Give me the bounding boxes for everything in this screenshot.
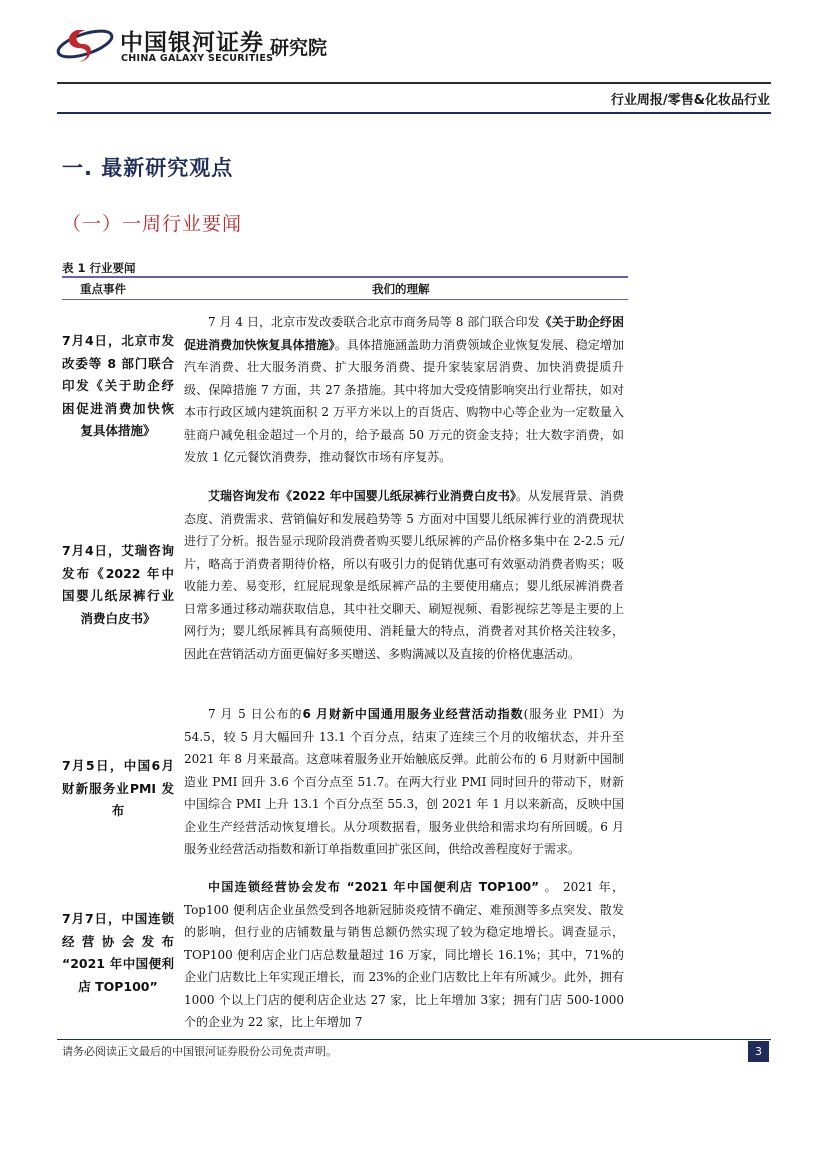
table-row-event: 7月5日，中国6月财新服务业PMI 发布 [62, 758, 174, 818]
table-row-text: 中国连锁经营协会发布 “2021 年中国便利店 TOP100” 。 2021 年，Top100 便利店企业虽然受到各地新冠肺炎疫情不确定、难预测等多点突发、散发的影响，但行业的店铺数量与销售总额仍然实现了较为稳定地增长。调查显示，TOP100 便利店企业门店总数量超过 16 万家，同比增长 16.1%；其中，71%的企业门店数比上年实现正增长，而 23%的企业门店数比上年有所减少。此外，拥有 1000 个以上门店的便利店企业达 27 家，比上年增加 3家；拥有门店 500-1000 个的企业为 22 家，比上年增加 7 [184, 880, 624, 1029]
subsection-heading: （一）一周行业要闻 [62, 213, 243, 235]
footer-disclaimer: 请务必阅读正文最后的中国银河证券股份公司免责声明。 [62, 1045, 337, 1058]
page-number: 3 [748, 1041, 769, 1062]
table-row-event: 7月4日，北京市发改委等 8 部门联合印发《关于助企纾困促进消费加快恢复具体措施》 [62, 333, 174, 438]
column-header-view: 我们的理解 [372, 282, 430, 296]
table-top-rule [62, 276, 628, 278]
header-divider [57, 82, 771, 84]
galaxy-logo-icon [55, 22, 115, 66]
header-divider-bottom [57, 112, 771, 114]
brand-name-en: CHINA GALAXY SECURITIES [121, 53, 274, 64]
section-heading: 一. 最新研究观点 [62, 156, 234, 180]
table-row-event: 7月7日，中国连锁经营协会发布 “2021 年中国便利店 TOP100” [62, 911, 174, 994]
table-row-text: 艾瑞咨询发布《2022 年中国婴儿纸尿裤行业消费白皮书》。从发展背景、消费态度、消费需求、营销偏好和发展趋势等 5 方面对中国婴儿纸尿裤行业的消费现状进行了分析。报告显示现阶段消费者购买婴儿纸尿裤的产品价格多集中在 2-2.5 元/片，略高于消费者期待价格，所以有吸引力的促销优惠可有效驱动消费者购买；吸收能力差、易变形，红屁屁现象是纸尿裤产品的主要使用痛点；婴儿纸尿裤消费者日常多通过移动端获取信息，其中社交聊天、刷短视频、看影视综艺等是主要的上网行为；婴儿纸尿裤具有高频使用、消耗量大的特点，消费者对其价格关注较多，因此在营销活动方面更偏好多买赠送、多购满减以及直接的价格优惠活动。 [184, 489, 624, 661]
table-caption: 表 1 行业要闻 [62, 261, 136, 275]
table-row-text: 7 月 5 日公布的6 月财新中国通用服务业经营活动指数(服务业 PMI）为 54.5，较 5 月大幅回升 13.1 个百分点，结束了连续三个月的收缩状态，并升至 2021 年 8 月来最高。这意味着服务业开始触底反弹。此前公布的 6 月财新中国制造业 PMI 回升 3.6 个百分点至 51.7。在两大行业 PMI 同时回升的带动下，财新中国综合 PMI 上升 13.1 个百分点至 55.3，创 2021 年 1 月以来新高，反映中国企业生产经营活动恢复增长。从分项数据看，服务业供给和需求均有所回暖。6 月服务业经营活动指数和新订单指数重回扩张区间，供给改善程度好于需求。 [184, 707, 624, 856]
footer-divider [57, 1039, 771, 1040]
brand-department: 研究院 [270, 37, 328, 59]
table-row-event: 7月4日，艾瑞咨询发布《2022 年中国婴儿纸尿裤行业消费白皮书》 [62, 543, 174, 626]
column-header-event: 重点事件 [80, 282, 126, 296]
document-type: 行业周报/零售&化妆品行业 [610, 93, 770, 108]
table-row-text: 7 月 4 日，北京市发改委联合北京市商务局等 8 部门联合印发《关于助企纾困促进消费加快恢复具体措施》。具体措施涵盖助力消费领域企业恢复发展、稳定增加汽车消费、壮大服务消费、扩大服务消费、提升家装家居消费、加快消费提质升级、保障措施 7 方面，共 27 条措施。其中将加大受疫情影响突出行业帮扶，如对本市行政区域内建筑面积 2 万平方米以上的百货店、购物中心等企业为一定数量入驻商户减免租金超过一个月的，给予最高 50 万元的资金支持；壮大数字消费，如发放 1 亿元餐饮消费券，推动餐饮市场有序复苏。 [184, 315, 624, 464]
table-header-rule [62, 299, 628, 300]
brand-name-cn: 中国银河证券 [120, 30, 264, 56]
